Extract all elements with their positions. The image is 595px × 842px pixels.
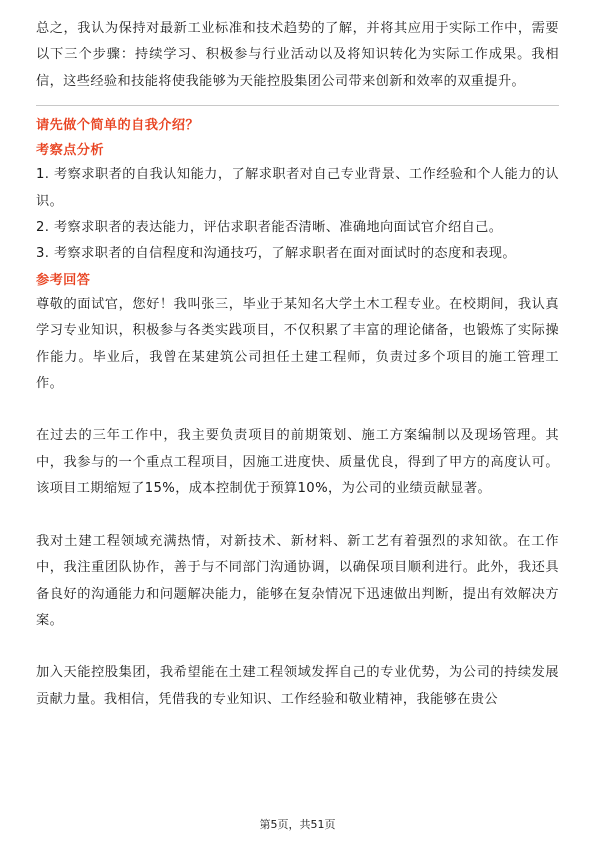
analysis-title: 考察点分析 (36, 143, 104, 159)
page-footer: 第5页，共51页 (259, 818, 336, 831)
analysis-item: 1. 考察求职者的自我认知能力，了解求职者对自己专业背景、工作经验和个人能力的认识。 (36, 167, 559, 209)
intro-paragraph: 总之，我认为保持对最新工业标准和技术趋势的了解，并将其应用于实际工作中，需要以下三个步骤：持续学习、积极参与行业活动以及将知识转化为实际工作成果。我相信，这些经验和技能将使我能够为天能控股集团公司带来创新和效率的双重提升。 (36, 21, 559, 89)
document-page (36, 16, 559, 713)
section-divider (36, 105, 559, 106)
answer-paragraph: 加入天能控股集团，我希望能在土建工程领域发挥自己的专业优势，为公司的持续发展贡献力量。我相信，凭借我的专业知识、工作经验和敬业精神，我能够在贵公 (36, 665, 559, 707)
interview-question: 请先做个简单的自我介绍？ (36, 118, 200, 134)
analysis-item: 2. 考察求职者的表达能力，评估求职者能否清晰、准确地向面试官介绍自己。 (36, 220, 503, 236)
answer-paragraph: 我对土建工程领域充满热情，对新技术、新材料、新工艺有着强烈的求知欲。在工作中，我注重团队协作，善于与不同部门沟通协调，以确保项目顺利进行。此外，我还具备良好的沟通能力和问题解决能力，能够在复杂情况下迅速做出判断，提出有效解决方案。 (36, 533, 559, 628)
answer-title: 参考回答 (36, 272, 91, 288)
answer-paragraph: 尊敬的面试官，您好！我叫张三，毕业于某知名大学土木工程专业。在校期间，我认真学习专业知识，积极参与各类实践项目，不仅积累了丰富的理论储备，也锻炼了实际操作能力。毕业后，我曾在某建筑公司担任土建工程师，负责过多个项目的施工管理工作。 (36, 296, 559, 392)
answer-paragraph: 在过去的三年工作中，我主要负责项目的前期策划、施工方案编制以及现场管理。其中，我参与的一个重点工程项目，因施工进度快、质量优良，得到了甲方的高度认可。该项目工期缩短了15%，成本控制优于预算10%，为公司的业绩贡献显著。 (36, 428, 559, 497)
analysis-item: 3. 考察求职者的自信程度和沟通技巧，了解求职者在面对面试时的态度和表现。 (36, 246, 516, 262)
